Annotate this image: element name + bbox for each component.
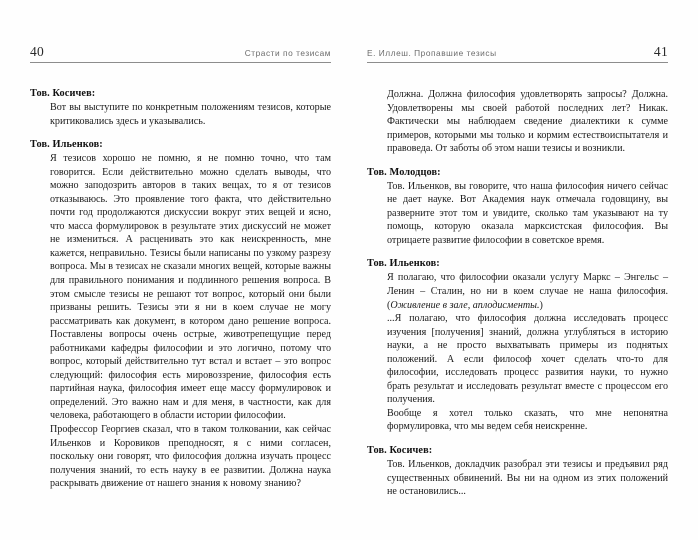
rich-paragraph-group <box>367 271 668 434</box>
text-run: ) <box>539 299 543 311</box>
left-page-number: 40 <box>30 44 45 59</box>
speech-paragraph: Профессор Георгиев сказал, что в таком толковании, как сейчас Ильенков и Коровиков преподносят, я с ними согласен, поскольку они говорят, что философия должна изучать процесс получения знаний, то есть науку в ее развитии. Должна наука раскрывать движение от нашего знания к новому знанию? <box>50 424 331 490</box>
speaker-name: Тов. Ильенков: <box>30 139 103 151</box>
left-page-body <box>30 88 331 491</box>
speaker-name: Тов. Ильенков: <box>367 258 440 270</box>
right-running-head <box>367 44 668 63</box>
speech-block <box>367 167 668 248</box>
right-running-title: Е. Иллеш. Пропавшие тезисы <box>367 48 497 58</box>
speaker-name: Тов. Косичев: <box>367 445 433 457</box>
speech-paragraph <box>367 312 668 407</box>
left-running-head <box>30 44 331 63</box>
speech-paragraph: Должна. Должна философия удовлетворять запросы? Должна. Удовлетворены мы своей работой последних лет? Никак. Фактически мы наблюдаем сведение диалектики к сумме примеров, которыми мы только и кормим естествоиспытателя и правоведа. От заботы об этом наши тезисы и возникли. <box>387 89 668 155</box>
text-run: Я полагаю, что философии оказали услугу Маркс – Энгельс – Ленин – Сталин, но ни в коем случае не наша философия. ( <box>387 272 668 311</box>
left-running-title: Страсти по тезисам <box>244 48 331 58</box>
speech-paragraph <box>367 271 668 312</box>
speech-paragraph: Тов. Ильенков, докладчик разобрал эти тезисы и предъявил ряд существенных обвинений. Вы ни на одном из этих положений не остановились... <box>387 459 668 498</box>
right-page-body <box>367 88 668 499</box>
text-run: ...Я полагаю, что философия должна исследовать процесс изучения [получения] знаний, должна углубляться в историю науки, а не просто выхватывать примеры из поднятых положений. А если философ хочет сделать что-то для философии, исследовать процесс развития науки, то нужно брать результат и исследовать результат вместе с процессом его получения. <box>387 313 668 406</box>
speech-paragraph: Я тезисов хорошо не помню, я не помню точно, что там говорится. Если действительно можно сделать выводы, что можно заподозрить авторов в таких вещах, то я от тезисов отказываюсь. Это проявление того факта, что действительно почти год продолжаются дискуссии вокруг этих вещей и ясно, что масса формулировок в результате этих дискуссий не может не измениться. А расценивать это как неискренность, мне кажется, неправильно. Тезисы были написаны по узкому разрезу вопроса. Мы в тезисах не сказали многих вещей, которые важны для правильного понимания и подлинного решения вопроса. В этом смысле тезисы не решают тот вопрос, который они были призваны решить. Тезисы эти я ни в коем случае не могу рассматривать как документ, в котором дано решение вопроса. Поставлены вопросы очень острые, животрепещущие перед работниками кафедры философии и это логично, потому что вопрос, который действительно тут встал и встает – это вопрос следующий: философия есть мировоззрение, философия есть партийная наука, философия имеет еще массу формулировок и определений. Это важно нам и для меня, в частности, как для человека, работающего в области истории философии. <box>50 153 331 422</box>
speech-paragraph: Тов. Ильенков, вы говорите, что наша философия ничего сейчас не дает науке. Вот Академия наук отмечала годовщину, вы разверните этот том и увидите, сколько там указывают на ту помощь, которую оказала марксистская философия. Вы отрицаете развитие философии в советское время. <box>387 180 668 246</box>
speech-block-continuation <box>367 88 668 156</box>
speech-block <box>30 88 331 128</box>
right-page <box>349 0 698 540</box>
speaker-name: Тов. Молодцов: <box>367 166 441 178</box>
speech-block <box>367 445 668 499</box>
right-page-number: 41 <box>653 44 668 59</box>
speech-block <box>30 139 331 491</box>
stage-direction: Оживление в зале, аплодисменты. <box>390 299 540 311</box>
text-run: Вообще я хотел только сказать, что мне непонятна формулировка, что мы ведем себя неискренне. <box>387 407 668 433</box>
speaker-name: Тов. Косичев: <box>30 88 96 99</box>
speech-block <box>367 258 668 434</box>
speech-paragraph <box>367 407 668 434</box>
speech-paragraph: Вот вы выступите по конкретным положениям тезисов, которые критиковались здесь и указывались. <box>50 102 331 127</box>
